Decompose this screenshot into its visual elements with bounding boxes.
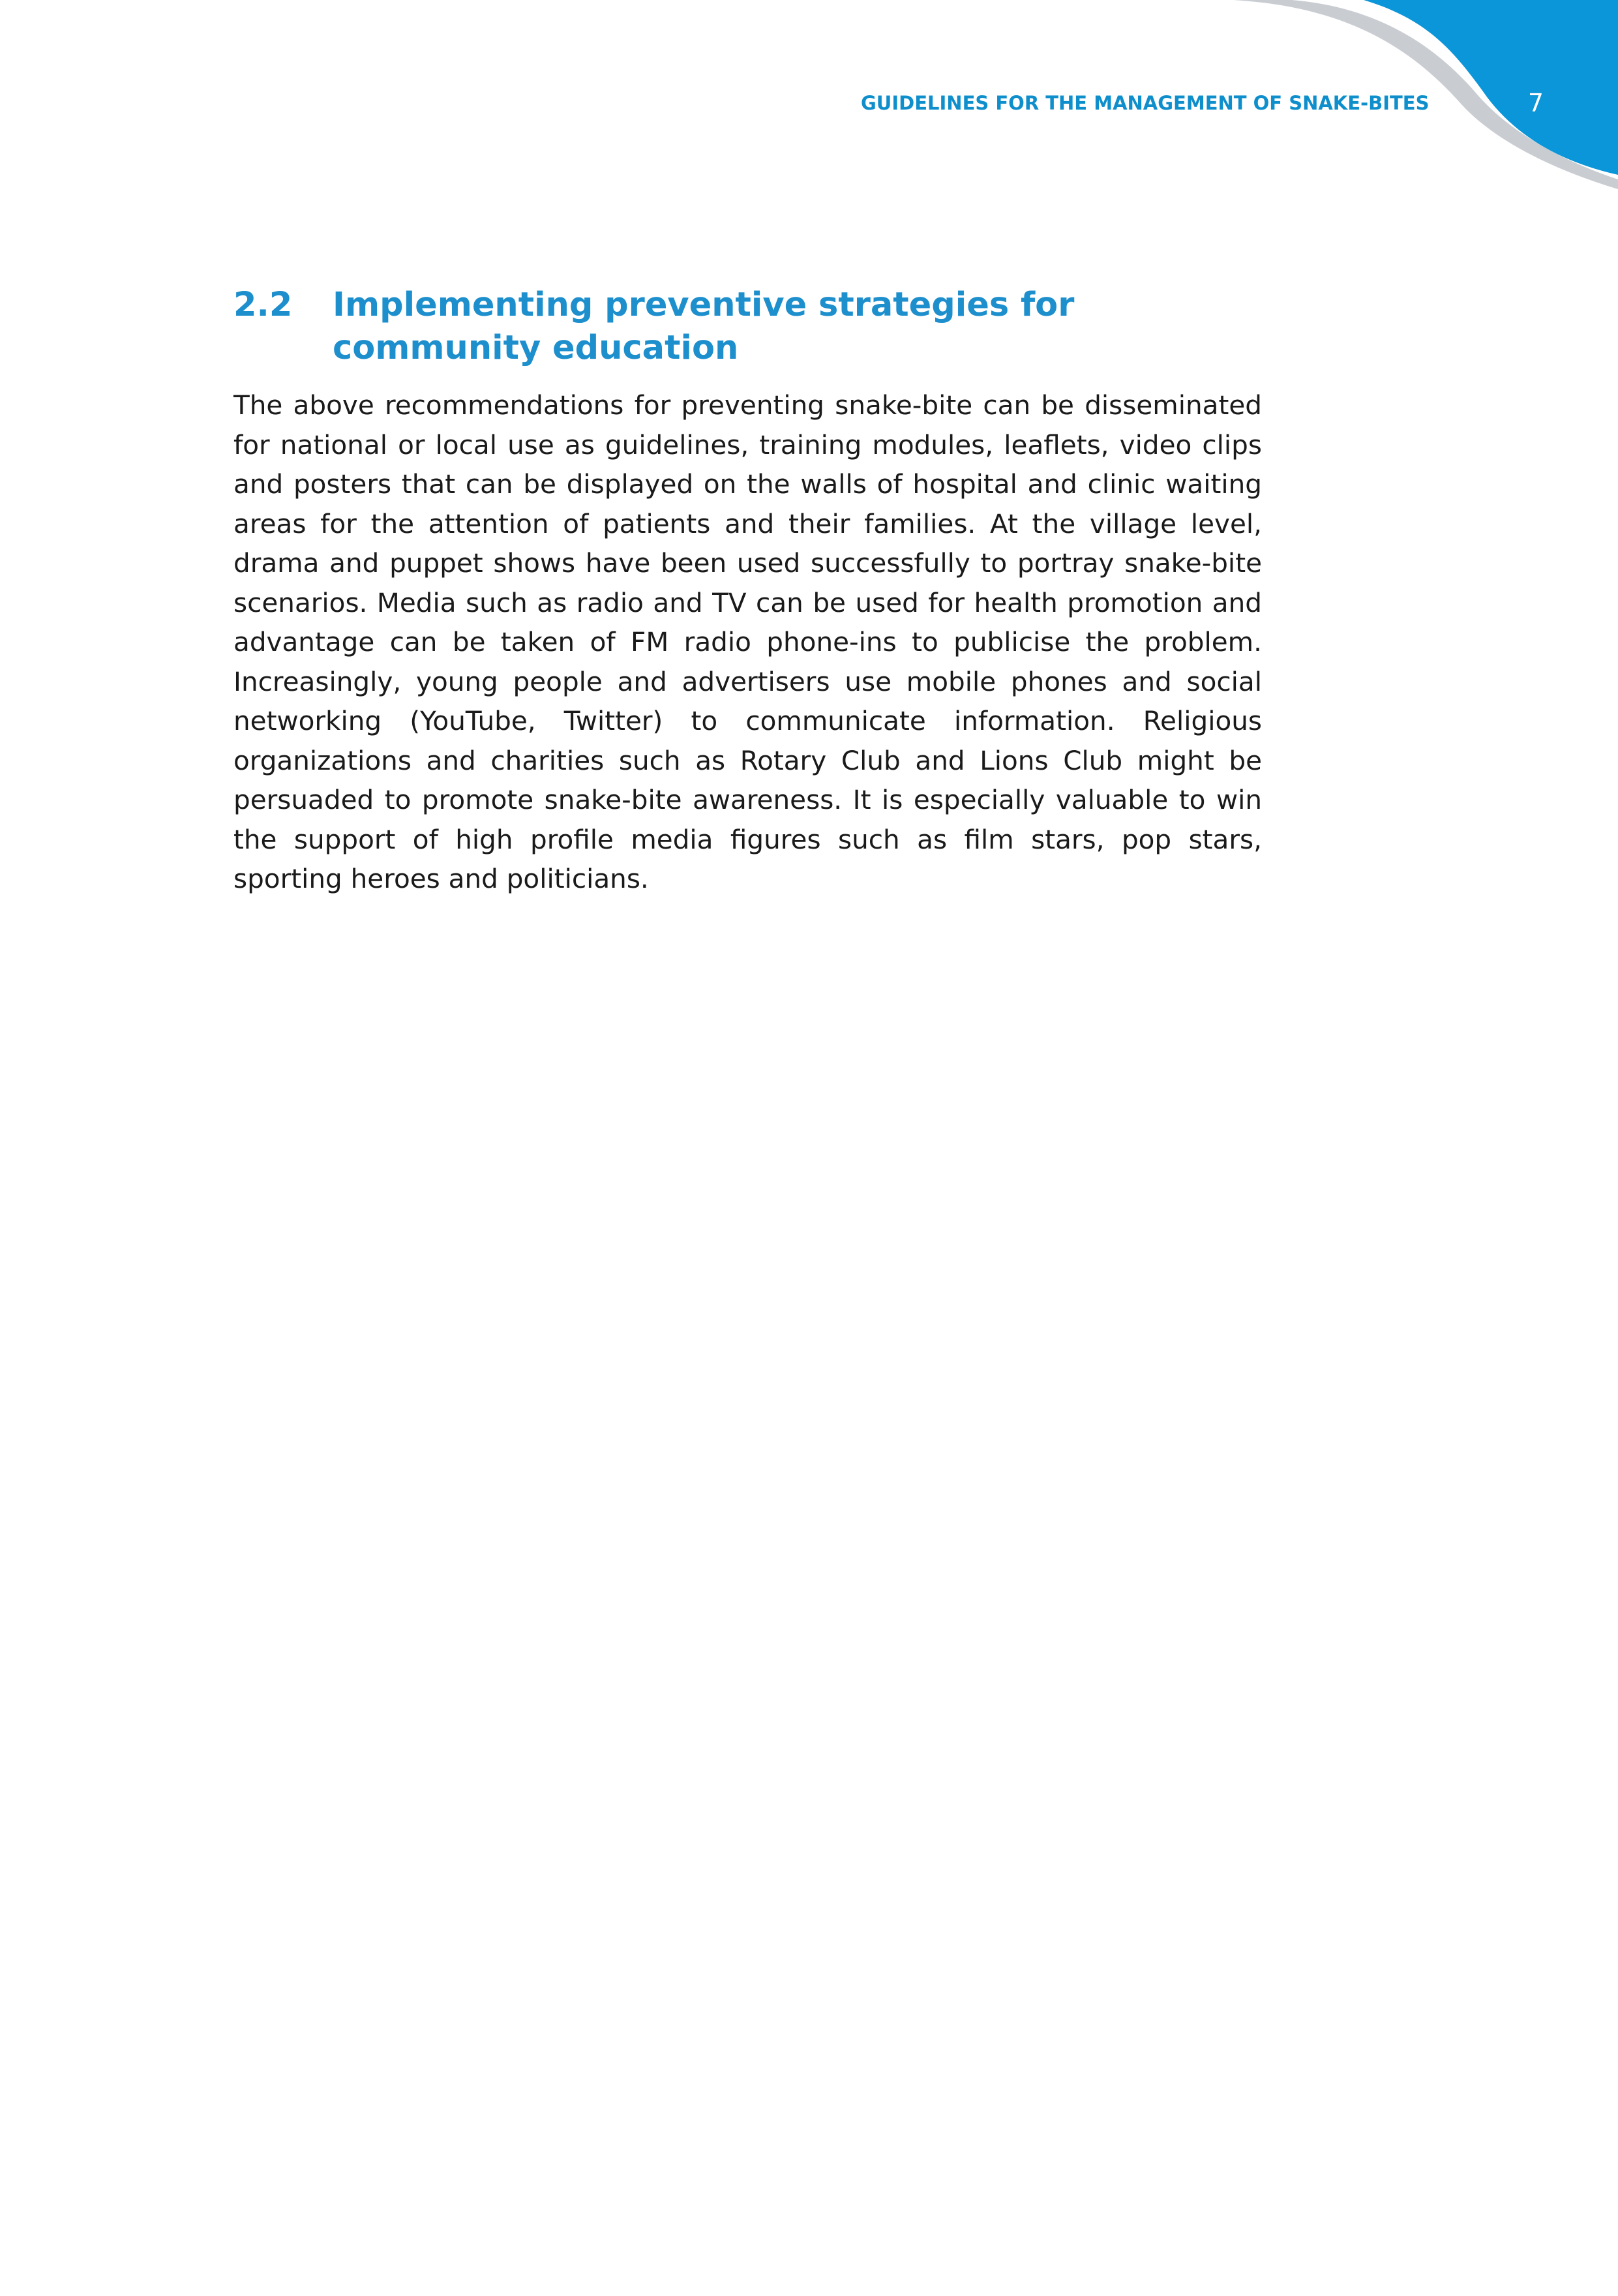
section-number: 2.2 <box>233 286 293 324</box>
swoosh-blue-band <box>1364 0 1618 175</box>
running-header: GUIDELINES FOR THE MANAGEMENT OF SNAKE-BITES <box>861 92 1430 114</box>
body-paragraph: The above recommendations for preventing snake-bite can be disseminated for national or local use as guidelines, training modules, leaflets, video clips and posters that can be displayed on the walls of hospital and clinic waiting areas for the attention of patients and their families. At the village level, drama and puppet shows have been used successfully to portray snake-bite scenarios. Media such as radio and TV can be used for health promotion and advantage can be taken of FM radio phone-ins to publicise the problem. Increasingly, young people and advertisers use mobile phones and social networking (YouTube, Twitter) to communicate information. Religious organizations and charities such as Rotary Club and Lions Club might be persuaded to promote snake-bite awareness. It is especially valuable to win the support of high profile media figures such as film stars, pop stars, sporting heroes and politicians. <box>233 389 1262 894</box>
section-heading <box>233 284 1277 370</box>
section-title: Implementing preventive strategies for community education <box>333 286 1075 367</box>
page-number: 7 <box>1527 89 1544 117</box>
